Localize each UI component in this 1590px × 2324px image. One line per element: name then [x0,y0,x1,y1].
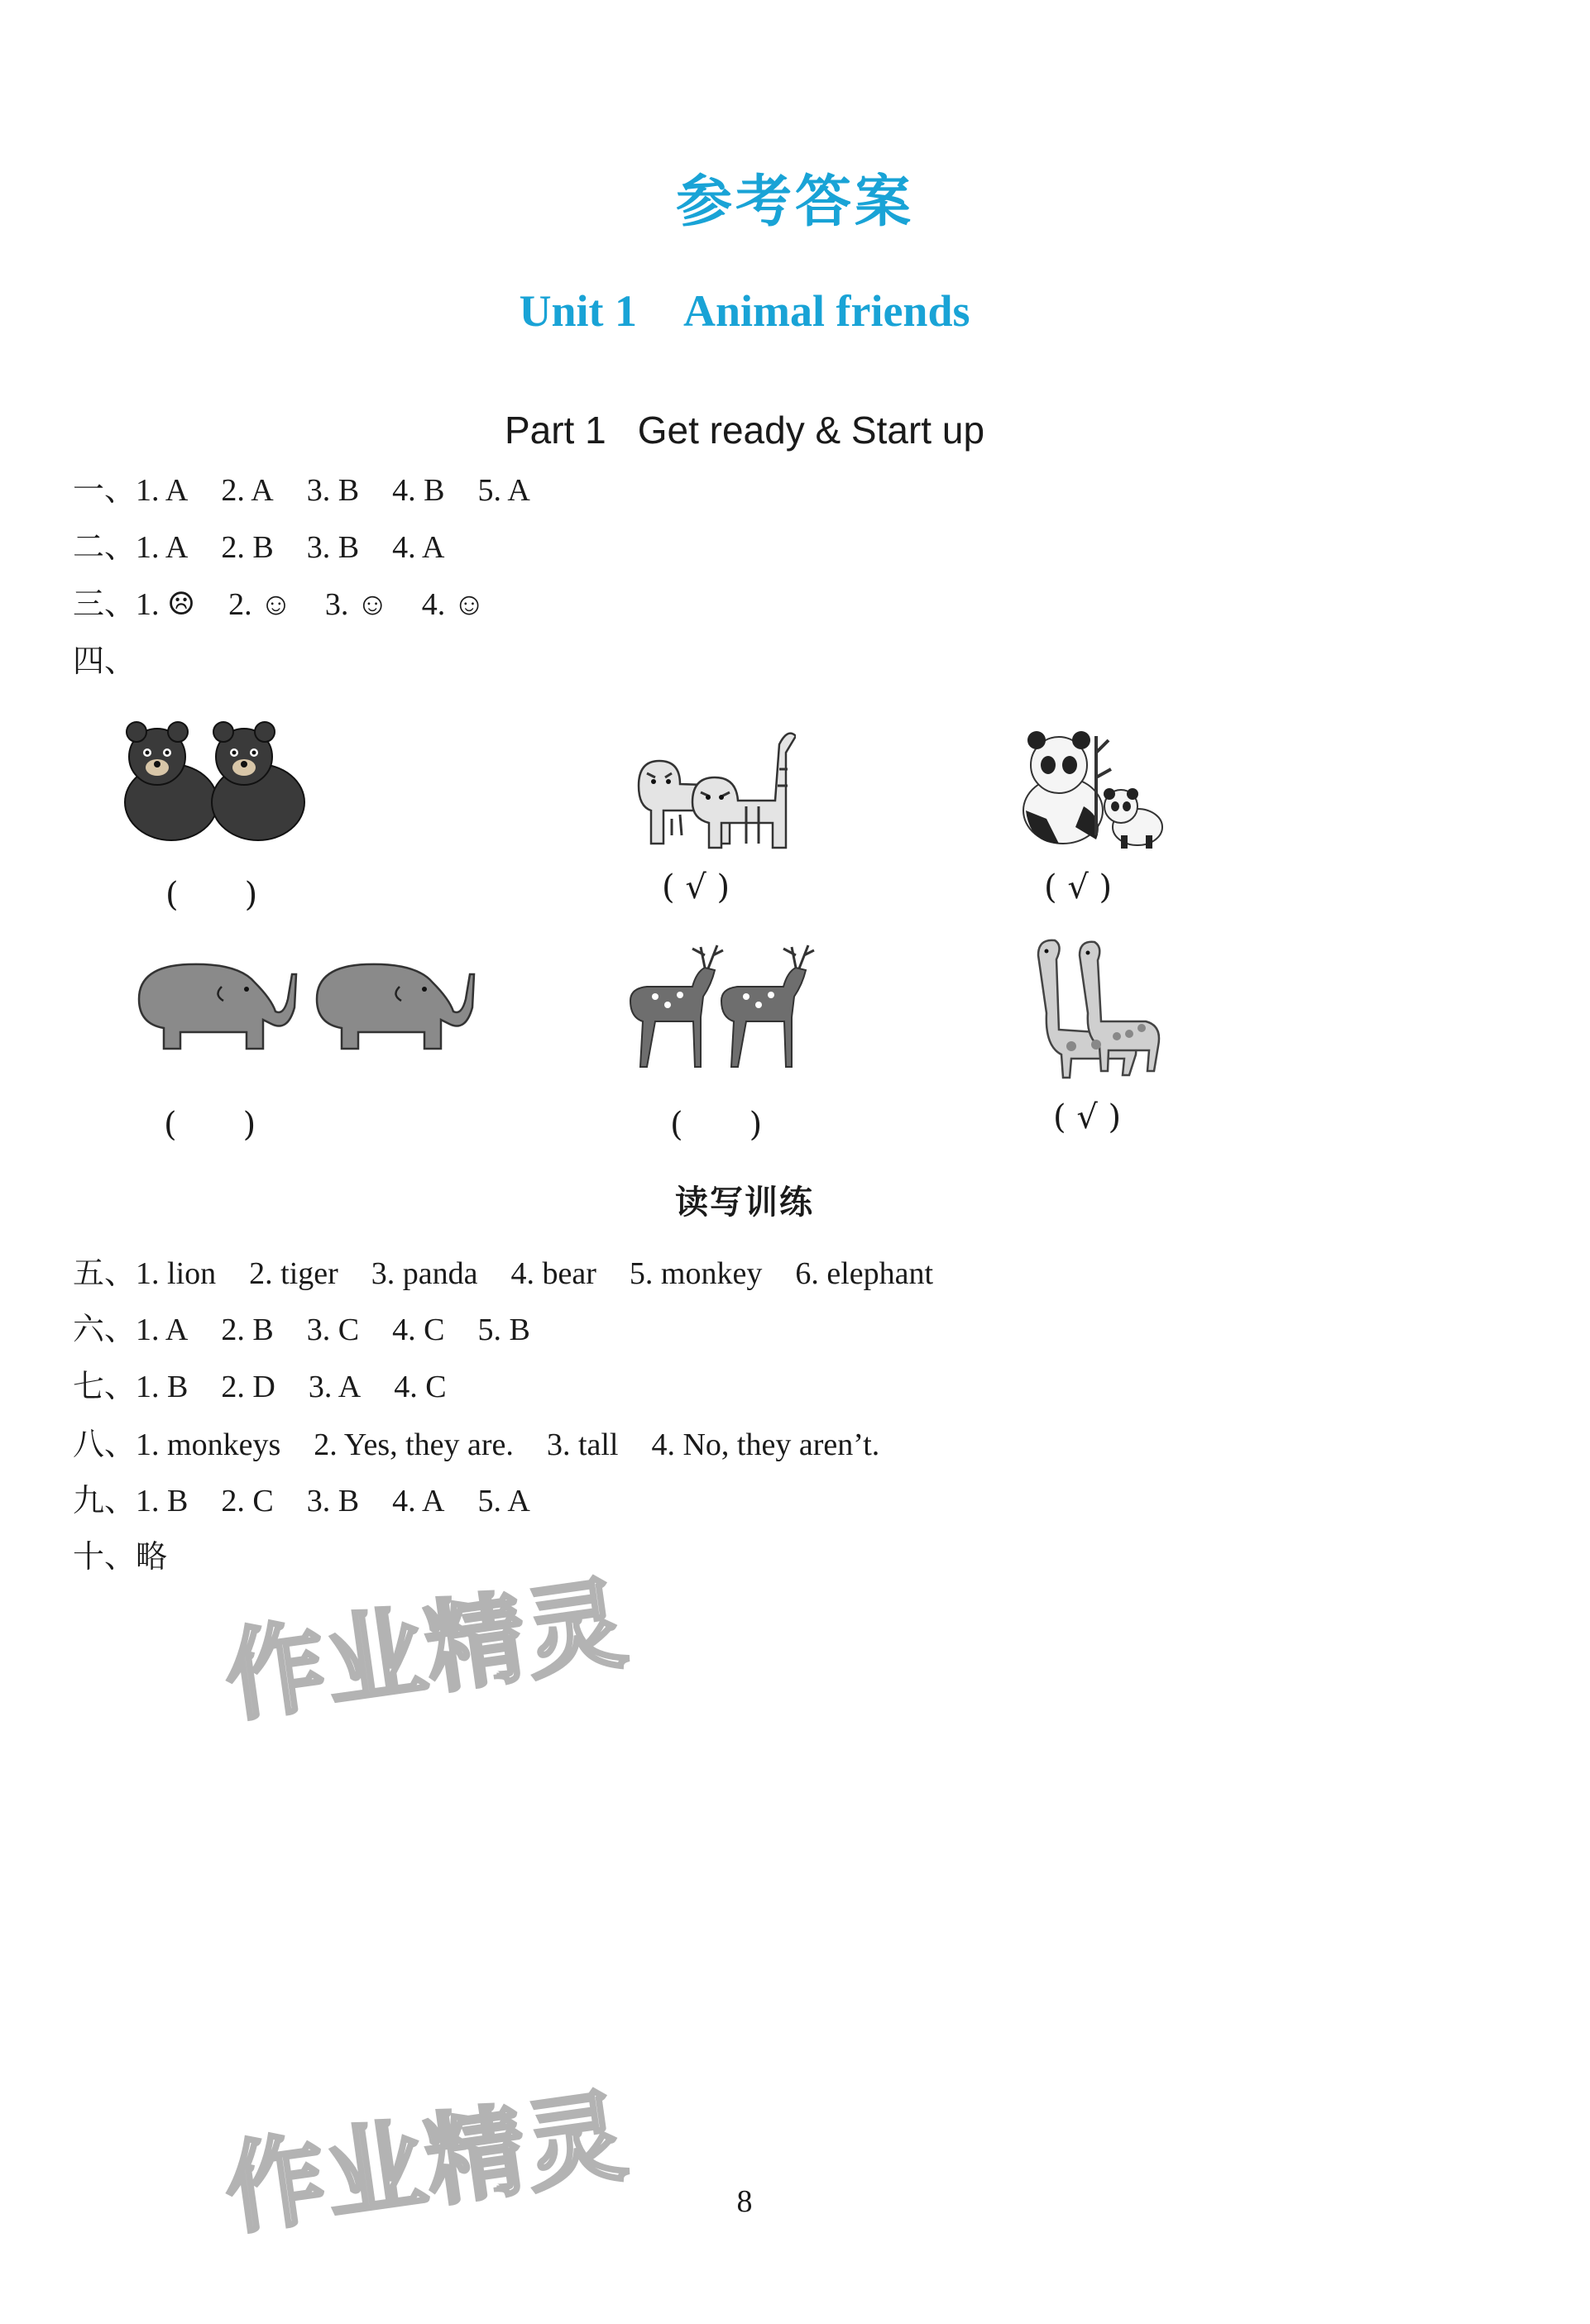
watermark: 作业精灵 [218,2078,635,2250]
answer-row-6 [73,1309,563,1350]
answer-row-4 [73,641,136,681]
answer-item: 2. A [221,473,274,508]
question-number: 八、 [73,1426,136,1462]
answer-item: 2. tiger [249,1256,338,1291]
question-number: 十、 [73,1538,136,1575]
answer-item: 1. A [136,1313,189,1347]
match-answer: ( ) [670,1106,763,1144]
answer-item: 4. A [392,530,445,565]
question-number: 一、 [73,471,136,508]
watermark: 作业精灵 [218,1566,635,1737]
answer-item: 3. C [306,1313,360,1347]
answer-item: 2. C [221,1484,274,1518]
answer-row-10 [73,1537,200,1577]
match-answer: ( ) [164,1106,256,1144]
elephant-pair-illustration [122,949,478,1057]
answer-item: 2. B [221,1313,274,1347]
answer-item: 6. elephant [795,1256,934,1291]
answer-item: 5. B [477,1313,530,1347]
unit-label: Unit 1 [519,286,637,336]
giraffe-pair-illustration [1022,930,1171,1079]
answer-item: 3. ☺ [324,587,389,622]
part-label: Part 1 [504,409,606,452]
answer-item: 4. C [394,1370,447,1404]
match-answer: ( √ ) [1053,1098,1122,1136]
unit-title [0,285,1489,337]
answer-item: 3. A [308,1370,362,1404]
answer-row-3 [73,584,519,624]
match-answer: ( √ ) [662,868,730,906]
page-number: 8 [736,2184,753,2219]
part-title [0,408,1489,452]
answer-item: 3. B [306,1484,360,1518]
answer-item: 1. monkeys [136,1427,281,1462]
answer-item: 1. lion [136,1256,217,1291]
answer-item: 1. B [136,1370,189,1404]
answer-item: 5. A [477,1484,530,1518]
answer-item: 5. A [477,473,530,508]
answer-item: 2. Yes, they are. [314,1427,514,1462]
question-number: 九、 [73,1482,136,1518]
question-number: 六、 [73,1311,136,1347]
answer-item: 4. A [392,1484,445,1518]
question-number: 二、 [73,528,136,565]
answer-item: 2. B [221,530,274,565]
answer-item: 3. B [306,473,360,508]
question-number: 三、 [73,586,136,622]
deer-pair-illustration [622,939,821,1071]
answer-item: 2. D [221,1370,275,1404]
answer-row-5 [73,1253,966,1294]
section-title: 读写训练 [675,1184,814,1222]
answer-item: 4. B [392,473,445,508]
answer-item: 1. A [136,530,189,565]
answer-item: 4. bear [510,1256,596,1291]
answer-row-7 [73,1366,480,1407]
answer-row-1 [73,470,563,510]
answer-item: 1. A [136,473,189,508]
answer-item: 4. ☺ [421,587,486,622]
answer-row-8 [73,1424,912,1465]
answer-item: 4. No, they aren’t. [651,1427,880,1462]
match-answer: ( ) [165,876,258,914]
answer-row-2 [73,527,477,567]
answer-item: 1. B [136,1484,189,1518]
answer-item: 略 [136,1540,168,1575]
page-title: 参考答案 [675,170,914,235]
answer-item: 5. monkey [629,1256,763,1291]
answer-item: 1. ☹ [136,587,196,622]
question-number: 七、 [73,1368,136,1404]
answer-item: 4. C [392,1313,445,1347]
answer-row-9 [73,1480,563,1521]
question-number: 五、 [73,1255,136,1291]
panda-pair-illustration [1013,720,1179,852]
unit-name: Animal friends [682,286,970,336]
part-name: Get ready & Start up [637,409,985,452]
answer-item: 2. ☺ [228,587,292,622]
question-number: 四、 [73,643,136,679]
answer-item: 3. tall [546,1427,619,1462]
answer-item: 3. B [306,530,360,565]
bear-pair-illustration [120,720,310,844]
match-answer: ( √ ) [1044,868,1113,906]
answer-item: 3. panda [371,1256,478,1291]
tiger-pair-illustration [622,720,796,852]
